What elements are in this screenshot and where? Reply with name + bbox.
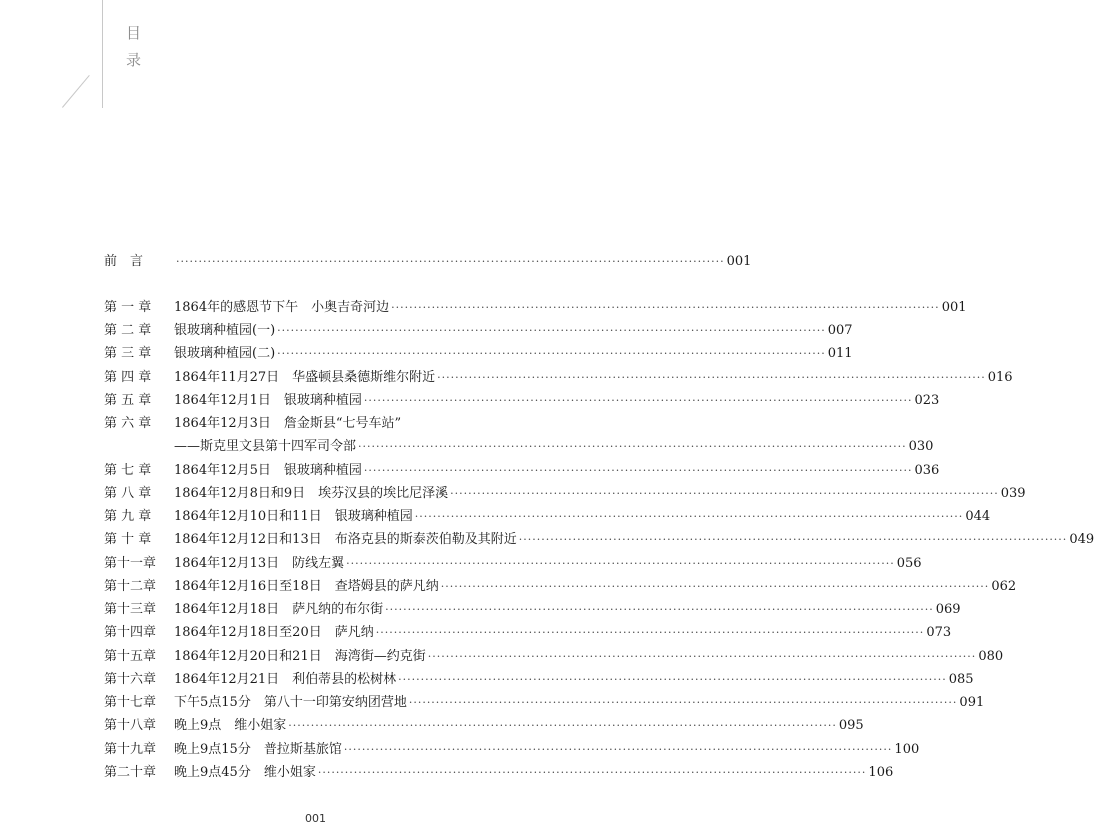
chapter-title: 1864年12月16日至18日 查塔姆县的萨凡纳 bbox=[174, 579, 439, 594]
toc-entry-row[interactable] bbox=[104, 600, 961, 620]
toc-entry-row[interactable] bbox=[104, 437, 934, 457]
preface-label: 前 言 bbox=[104, 254, 144, 269]
toc-entry-row[interactable] bbox=[104, 344, 853, 364]
dot-leader: ·························································································································· bbox=[176, 255, 725, 268]
chapter-number: 第十七章 bbox=[104, 695, 157, 710]
chapter-number: 第 三 章 bbox=[104, 346, 152, 361]
page-number: 091 bbox=[959, 695, 985, 710]
dot-leader: ·························································································································· bbox=[427, 650, 977, 663]
toc-entry-row[interactable] bbox=[104, 740, 920, 760]
chapter-number: 第 九 章 bbox=[104, 509, 152, 524]
chapter-number: 第十三章 bbox=[104, 602, 157, 617]
page-number: 056 bbox=[896, 556, 922, 571]
toc-entry-row[interactable] bbox=[104, 647, 1004, 667]
chapter-title: 1864年的感恩节下午 小奥吉奇河边 bbox=[174, 300, 390, 315]
chapter-number: 第 五 章 bbox=[104, 393, 152, 408]
toc-entry-row[interactable] bbox=[104, 414, 559, 434]
toc-entry-row[interactable] bbox=[104, 577, 1017, 597]
chapter-title: 1864年11月27日 华盛顿县桑德斯维尔附近 bbox=[174, 370, 436, 385]
chapter-title: 银玻璃种植园(一) bbox=[174, 323, 276, 338]
page-number: 011 bbox=[827, 346, 853, 361]
chapter-title: ——斯克里文县第十四军司令部 bbox=[174, 439, 357, 454]
dot-leader: ·························································································································· bbox=[358, 440, 907, 453]
chapter-title: 1864年12月5日 银玻璃种植园 bbox=[174, 463, 362, 478]
page-number: 049 bbox=[1069, 532, 1094, 547]
toc-entry-row[interactable] bbox=[104, 554, 922, 574]
toc-entry-row[interactable] bbox=[104, 461, 940, 481]
page-number: 023 bbox=[914, 393, 940, 408]
toc-preface-row[interactable] bbox=[104, 252, 752, 272]
page-number: 001 bbox=[726, 254, 752, 269]
page-number: 001 bbox=[941, 300, 967, 315]
toc-entry-row[interactable] bbox=[104, 484, 1026, 504]
toc-entry-row[interactable] bbox=[104, 368, 1013, 388]
dot-leader: ·························································································································· bbox=[288, 719, 837, 732]
chapter-number: 第 二 章 bbox=[104, 323, 152, 338]
dot-leader: ·························································································································· bbox=[343, 743, 893, 756]
chapter-title: 1864年12月8日和9日 埃芬汉县的埃比尼泽溪 bbox=[174, 486, 449, 501]
dot-leader: ·························································································································· bbox=[277, 324, 826, 337]
toc-entry-row[interactable] bbox=[104, 623, 952, 643]
chapter-number: 第十一章 bbox=[104, 556, 157, 571]
dot-leader: ·························································································································· bbox=[375, 626, 925, 639]
page-number: 044 bbox=[965, 509, 991, 524]
toc-entry-row[interactable] bbox=[104, 391, 940, 411]
chapter-number: 第 四 章 bbox=[104, 370, 152, 385]
dot-leader: ·························································································································· bbox=[408, 696, 958, 709]
heading-char-lu: 录 bbox=[126, 51, 142, 69]
chapter-title: 1864年12月3日 詹金斯县“七号车站” bbox=[174, 416, 402, 431]
toc-entry-row[interactable] bbox=[104, 763, 894, 783]
toc-entry-row[interactable] bbox=[104, 693, 985, 713]
dot-leader: ·························································································································· bbox=[440, 580, 990, 593]
page-number: 106 bbox=[868, 765, 894, 780]
heading-char-mu: 目 bbox=[126, 24, 142, 42]
toc-entry-row[interactable] bbox=[104, 321, 853, 341]
chapter-number: 第 七 章 bbox=[104, 463, 152, 478]
chapter-number: 第十五章 bbox=[104, 649, 157, 664]
dot-leader: ·························································································································· bbox=[277, 347, 826, 360]
chapter-number: 第十八章 bbox=[104, 718, 157, 733]
dot-leader: ·························································································································· bbox=[363, 464, 913, 477]
chapter-title: 1864年12月20日和21日 海湾街—约克街 bbox=[174, 649, 426, 664]
chapter-title: 1864年12月18日至20日 萨凡纳 bbox=[174, 625, 374, 640]
toc-entry-row[interactable] bbox=[104, 530, 1094, 550]
dot-leader: ·························································································································· bbox=[437, 371, 986, 384]
chapter-title: 晚上9点 维小姐家 bbox=[174, 718, 287, 733]
chapter-number: 第 一 章 bbox=[104, 300, 152, 315]
chapter-number: 第十六章 bbox=[104, 672, 157, 687]
chapter-title: 1864年12月21日 利伯蒂县的松树林 bbox=[174, 672, 397, 687]
toc-entry-row[interactable] bbox=[104, 507, 991, 527]
page-number: 069 bbox=[935, 602, 961, 617]
page-number: 016 bbox=[987, 370, 1013, 385]
chapter-number: 第二十章 bbox=[104, 765, 157, 780]
chapter-number: 第 十 章 bbox=[104, 532, 152, 547]
chapter-number: 第十二章 bbox=[104, 579, 157, 594]
chapter-title: 银玻璃种植园(二) bbox=[174, 346, 276, 361]
page-number: 080 bbox=[978, 649, 1004, 664]
chapter-number: 第十四章 bbox=[104, 625, 157, 640]
page-number: 100 bbox=[894, 742, 920, 757]
page-number: 073 bbox=[926, 625, 952, 640]
dot-leader: ·························································································································· bbox=[450, 487, 999, 500]
toc-entry-row[interactable] bbox=[104, 298, 967, 318]
chapter-title: 1864年12月12日和13日 布洛克县的斯泰茨伯勒及其附近 bbox=[174, 532, 517, 547]
page-number: 039 bbox=[1000, 486, 1026, 501]
folio-page-number: 001 bbox=[305, 812, 326, 825]
page-number: 030 bbox=[908, 439, 934, 454]
page-number: 095 bbox=[838, 718, 864, 733]
decorative-diagonal-line bbox=[62, 75, 90, 108]
chapter-title: 1864年12月13日 防线左翼 bbox=[174, 556, 345, 571]
dot-leader: ·························································································································· bbox=[346, 557, 895, 570]
dot-leader: ·························································································································· bbox=[391, 301, 940, 314]
page-number: 007 bbox=[827, 323, 853, 338]
chapter-title: 1864年12月10日和11日 银玻璃种植园 bbox=[174, 509, 413, 524]
dot-leader: ·························································································································· bbox=[317, 766, 867, 779]
dot-leader: ·························································································································· bbox=[414, 510, 964, 523]
chapter-title: 晚上9点45分 维小姐家 bbox=[174, 765, 316, 780]
page-number: 036 bbox=[914, 463, 940, 478]
page-number: 062 bbox=[991, 579, 1017, 594]
page-number: 085 bbox=[948, 672, 974, 687]
chapter-title: 1864年12月18日 萨凡纳的布尔街 bbox=[174, 602, 384, 617]
decorative-vertical-line bbox=[102, 0, 103, 108]
chapter-title: 1864年12月1日 银玻璃种植园 bbox=[174, 393, 362, 408]
dot-leader: ·························································································································· bbox=[363, 394, 913, 407]
dot-leader: ·························································································································· bbox=[398, 673, 947, 686]
dot-leader: ·························································································································· bbox=[385, 603, 934, 616]
chapter-number: 第十九章 bbox=[104, 742, 157, 757]
chapter-title: 晚上9点15分 普拉斯基旅馆 bbox=[174, 742, 342, 757]
toc-entry-row[interactable] bbox=[104, 716, 864, 736]
chapter-number: 第 六 章 bbox=[104, 416, 152, 431]
dot-leader: ·························································································································· bbox=[518, 533, 1068, 546]
toc-entry-row[interactable] bbox=[104, 670, 974, 690]
chapter-number: 第 八 章 bbox=[104, 486, 152, 501]
chapter-title: 下午5点15分 第八十一印第安纳团营地 bbox=[174, 695, 407, 710]
